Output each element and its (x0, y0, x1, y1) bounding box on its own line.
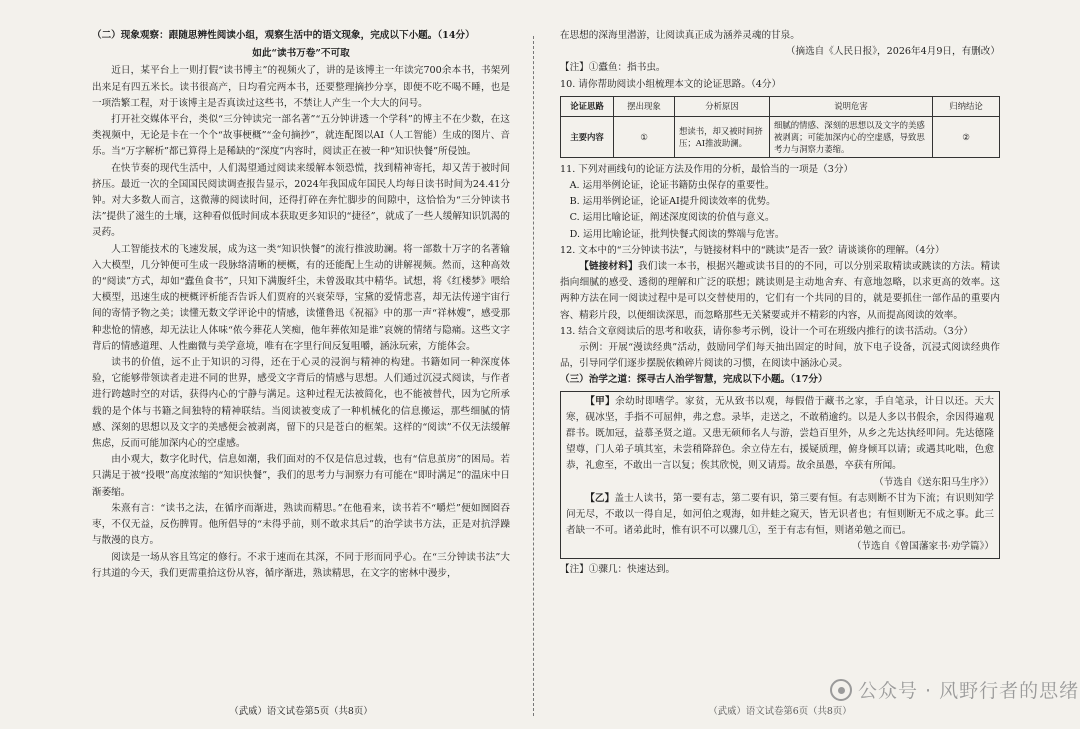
link-material-text: 我们读一本书，根据兴趣或读书目的的不同，可以分别采取精读或跳读的方法。精读指向细腻的感受、透彻的理解和广泛的联想；跳读则是主动地舍弃、有意地忽略，以求更高的效率。这两种方法在同一阅读过程中是可以交替使用的，它们有一个共同的目的，就是要抓住一部作品的重要内容、精彩片段，以便细读深思，而忽略那些无关紧要或并不精彩的内容，从而提高阅读的效率。 (560, 261, 1000, 321)
left-page (92, 28, 510, 718)
text-yi-body: 盖士人读书，第一要有志，第二要有识，第三要有恒。有志则断不甘为下流；有识则知学问无尽，不敢以一得自足，如河伯之观海，如井蛙之窥天，皆无识者也；有恒则断无不成之事。此三者缺一不可。诸弟此时，惟有识不可以骤几①，至于有志有恒，则诸弟勉之而已。 (566, 492, 995, 537)
table-cell: 想读书，却又被时间挤压；AI推波助澜。 (675, 116, 770, 157)
option-b[interactable]: B. 运用举例论证，论证AI提升阅读效率的优势。 (569, 196, 776, 208)
link-material-label: 【链接材料】 (579, 261, 638, 273)
question-12: 12. 文本中的“三分钟读书法”，与链接材料中的“跳读”是否一致？请谈谈你的理解。（4分） (560, 244, 945, 256)
table-header: 说明危害 (770, 96, 933, 116)
option-d[interactable]: D. 运用比喻论证，批判快餐式阅读的弊端与危害。 (569, 228, 785, 240)
table-header: 归纳结论 (933, 96, 1000, 116)
table-header: 分析原因 (675, 96, 770, 116)
question-13-example: 示例：开展“漫读经典”活动，鼓励同学们每天抽出固定的时间，放下电子设备，沉浸式阅读经典作品，引导同学们逐步摆脱依赖碎片阅读的习惯，在阅读中涵泳心灵。 (560, 342, 1000, 370)
section-3-title: （三）治学之道：探寻古人治学智慧，完成以下小题。（17分） (560, 374, 828, 386)
classical-note: 【注】①骤几：快速达到。 (560, 563, 676, 575)
question-13: 13. 结合文章阅读后的思考和收获，请你参考示例，设计一个可在班级内推行的读书活动。（3分） (560, 325, 973, 337)
paragraph-2: 打开社交媒体平台，类似“三分钟读完一部名著”“五分钟讲透一个学科”的博主不在少数，在这类视频中，无论是卡在一个个“故事梗概”“金句摘抄”，就连配图以AI（人工智能）生成的图片、音乐。当“万字解析”都已算得上是稀缺的“深度”内容时，阅读正在被一种“知识快餐”所侵蚀。 (92, 114, 510, 158)
page-divider (533, 36, 534, 716)
classical-text-box (560, 391, 1000, 559)
text-yi (566, 491, 994, 540)
text-jia (566, 394, 994, 475)
watermark (830, 676, 1079, 703)
text-jia-source: （节选自《送东阳马生序》） (874, 476, 994, 488)
table-row-label: 主要内容 (561, 116, 614, 157)
paragraph-5: 读书的价值，远不止于知识的习得，还在于心灵的浸润与精神的构建。书籍如同一种深度体验，它能够带领读者走进不同的世界，感受文字背后的情感与思想。人们通过沉浸式阅读，与作者进行跨越时空的对话，获得内心的宁静与满足。这种过程无法被简化，也不能被替代，因为它所承载的是个体与书籍之间独特的精神联结。当阅读被变成了一种机械化的信息搬运，那些细腻的情感、深刻的思想以及文字的美感便会被剥离，留下的只是苍白的框架。这样的“阅读”不仅无法缓解焦虑，反而可能加深内心的空虚感。 (92, 357, 510, 450)
section-title: （二）现象观察：跟随思辨性阅读小组，观察生活中的语文现象，完成以下小题。（14分） (92, 30, 475, 41)
table-cell-blank-2[interactable]: ② (933, 116, 1000, 157)
article-note: 【注】①蠹鱼：指书虫。 (560, 62, 666, 74)
paragraph-6: 由小观大，数字化时代，信息如潮，我们面对的不仅是信息过载，也有“信息茧房”的困局。若只满足于被“投喂”高度浓缩的“知识快餐”，我们的思考力与洞察力有可能在“即时满足”的温床中日渐萎缩。 (92, 454, 510, 498)
question-11: 11. 下列对画线句的论证方法及作用的分析，最恰当的一项是（3分） (560, 163, 854, 175)
argument-table (560, 96, 1000, 158)
text-yi-label: 【乙】 (585, 492, 615, 504)
article-continuation: 在思想的深海里潜游，让阅读真正成为涵养灵魂的甘泉。 (560, 30, 800, 41)
table-cell-blank-1[interactable]: ① (614, 116, 675, 157)
paragraph-7: 朱熹有言：“读书之法，在循序而渐进，熟读而精思。”在他看来，读书若不“嚼烂”便如囫囵吞枣，不仅无益，反伤脾胃。他所倡导的“未得乎前，则不敢求其后”的治学读书方法，正是对抗浮躁与散漫的良方。 (92, 502, 510, 547)
paragraph-4: 人工智能技术的飞速发展，成为这一类“知识快餐”的流行推波助澜。将一部数十万字的名著输入大模型，几分钟便可生成一段脉络清晰的梗概，有的还能配上生动的讲解视频。然而，这种高效的“阅读”方式，却如“蠹鱼食书”，只知下满腹纤尘，未曾汲取其中精华。试想，将《红楼梦》喂给大模型，迅速生成的梗概评析能否告诉人们贾府的兴衰荣辱，宝黛的爱情悲喜，却无法传递宇宙行间的寄情予物之美；读懂无数文学评论中的情感，读懂鲁迅《祝福》中的那一声“祥林嫂”，感受那种悲怆的情感，却无法让人体味“侬今葬花人笑痴，他年葬侬知是谁”哀婉的情绪与隐痛。这些文字背后的情感道理、人性幽微与美学意境，唯有在字里行间反复咀嚼，涵泳玩索，方能体会。 (92, 243, 510, 352)
right-page (560, 28, 1000, 718)
table-header: 摆出现象 (614, 96, 675, 116)
right-page-footer: （武威）语文试卷第6页（共8页） (708, 706, 852, 717)
table-header: 论证思路 (561, 96, 614, 116)
watermark-text: 公众号 · 风野行者的思绪 (858, 680, 1080, 702)
article-source: （摘选自《人民日报》，2026年4月9日，有删改） (785, 46, 1000, 58)
wechat-logo-icon (830, 679, 852, 701)
text-yi-source: （节选自《曾国藩家书·劝学篇》） (851, 541, 994, 553)
left-page-footer: （武威）语文试卷第5页（共8页） (229, 706, 373, 717)
paragraph-3: 在快节奏的现代生活中，人们渴望通过阅读来缓解本领恐慌，找到精神寄托，却又苦于被时间挤压。最近一次的全国国民阅读调查报告显示，2024年我国成年国民人均每日读书时间为24.41分钟。对大多数人而言，这微薄的阅读时间，还得打碎在奔忙脚步的间隙中，这恰恰为“三分钟读书法”提供了滋生的土壤，这种看似低时间成本获取更多知识的“捷径”，就成了一些人缓解知识饥渴的灵药。 (92, 162, 510, 239)
article-title: 如此“读书万卷”不可取 (252, 48, 350, 60)
option-a[interactable]: A. 运用举例论证，论证书籍防虫保存的重要性。 (569, 180, 775, 192)
table-cell: 细腻的情感、深刻的思想以及文字的美感被剥离；可能加深内心的空虚感，导致思考力与洞察力萎缩。 (770, 116, 933, 157)
paragraph-8: 阅读是一场从容且笃定的修行。不求于速而在其深，不同于形而同乎心。在“三分钟读书法”大行其道的今天，我们更需重拾这份从容，循序渐进，熟读精思，在文字的密林中漫步， (92, 551, 510, 579)
option-c[interactable]: C. 运用比喻论证，阐述深度阅读的价值与意义。 (569, 212, 775, 224)
question-10: 10. 请你帮助阅读小组梳理本文的论证思路。（4分） (560, 78, 782, 90)
link-material (560, 259, 1000, 324)
text-jia-body: 余幼时即嗜学。家贫，无从致书以观，每假借于藏书之家，手自笔录，计日以还。天大寒，砚冰坚，手指不可屈伸，弗之怠。录毕，走送之，不敢稍逾约。以是人多以书假余，余因得遍观群书。既加冠，益慕圣贤之道。又患无硕师名人与游，尝趋百里外，从乡之先达执经叩问。先达德隆望尊，门人弟子填其室，未尝稍降辞色。余立侍左右，援疑质理，俯身倾耳以请；或遇其叱咄，色愈恭，礼愈至，不敢出一言以复；俟其欣悦，则又请焉。故余虽愚，卒获有所闻。 (566, 395, 995, 472)
paragraph-1: 近日，某平台上一则打假“读书博主”的视频火了，讲的是该博主一年读完700余本书，书架列出来足有四五米长。读书很高产，日均看完两本书，还要整理摘抄分享，即便不吃不喝不睡，也是一项浩繁工程，对于该博主是否真读过这些书，不禁让人产生一个大大的问号。 (92, 65, 510, 109)
text-jia-label: 【甲】 (585, 395, 616, 407)
